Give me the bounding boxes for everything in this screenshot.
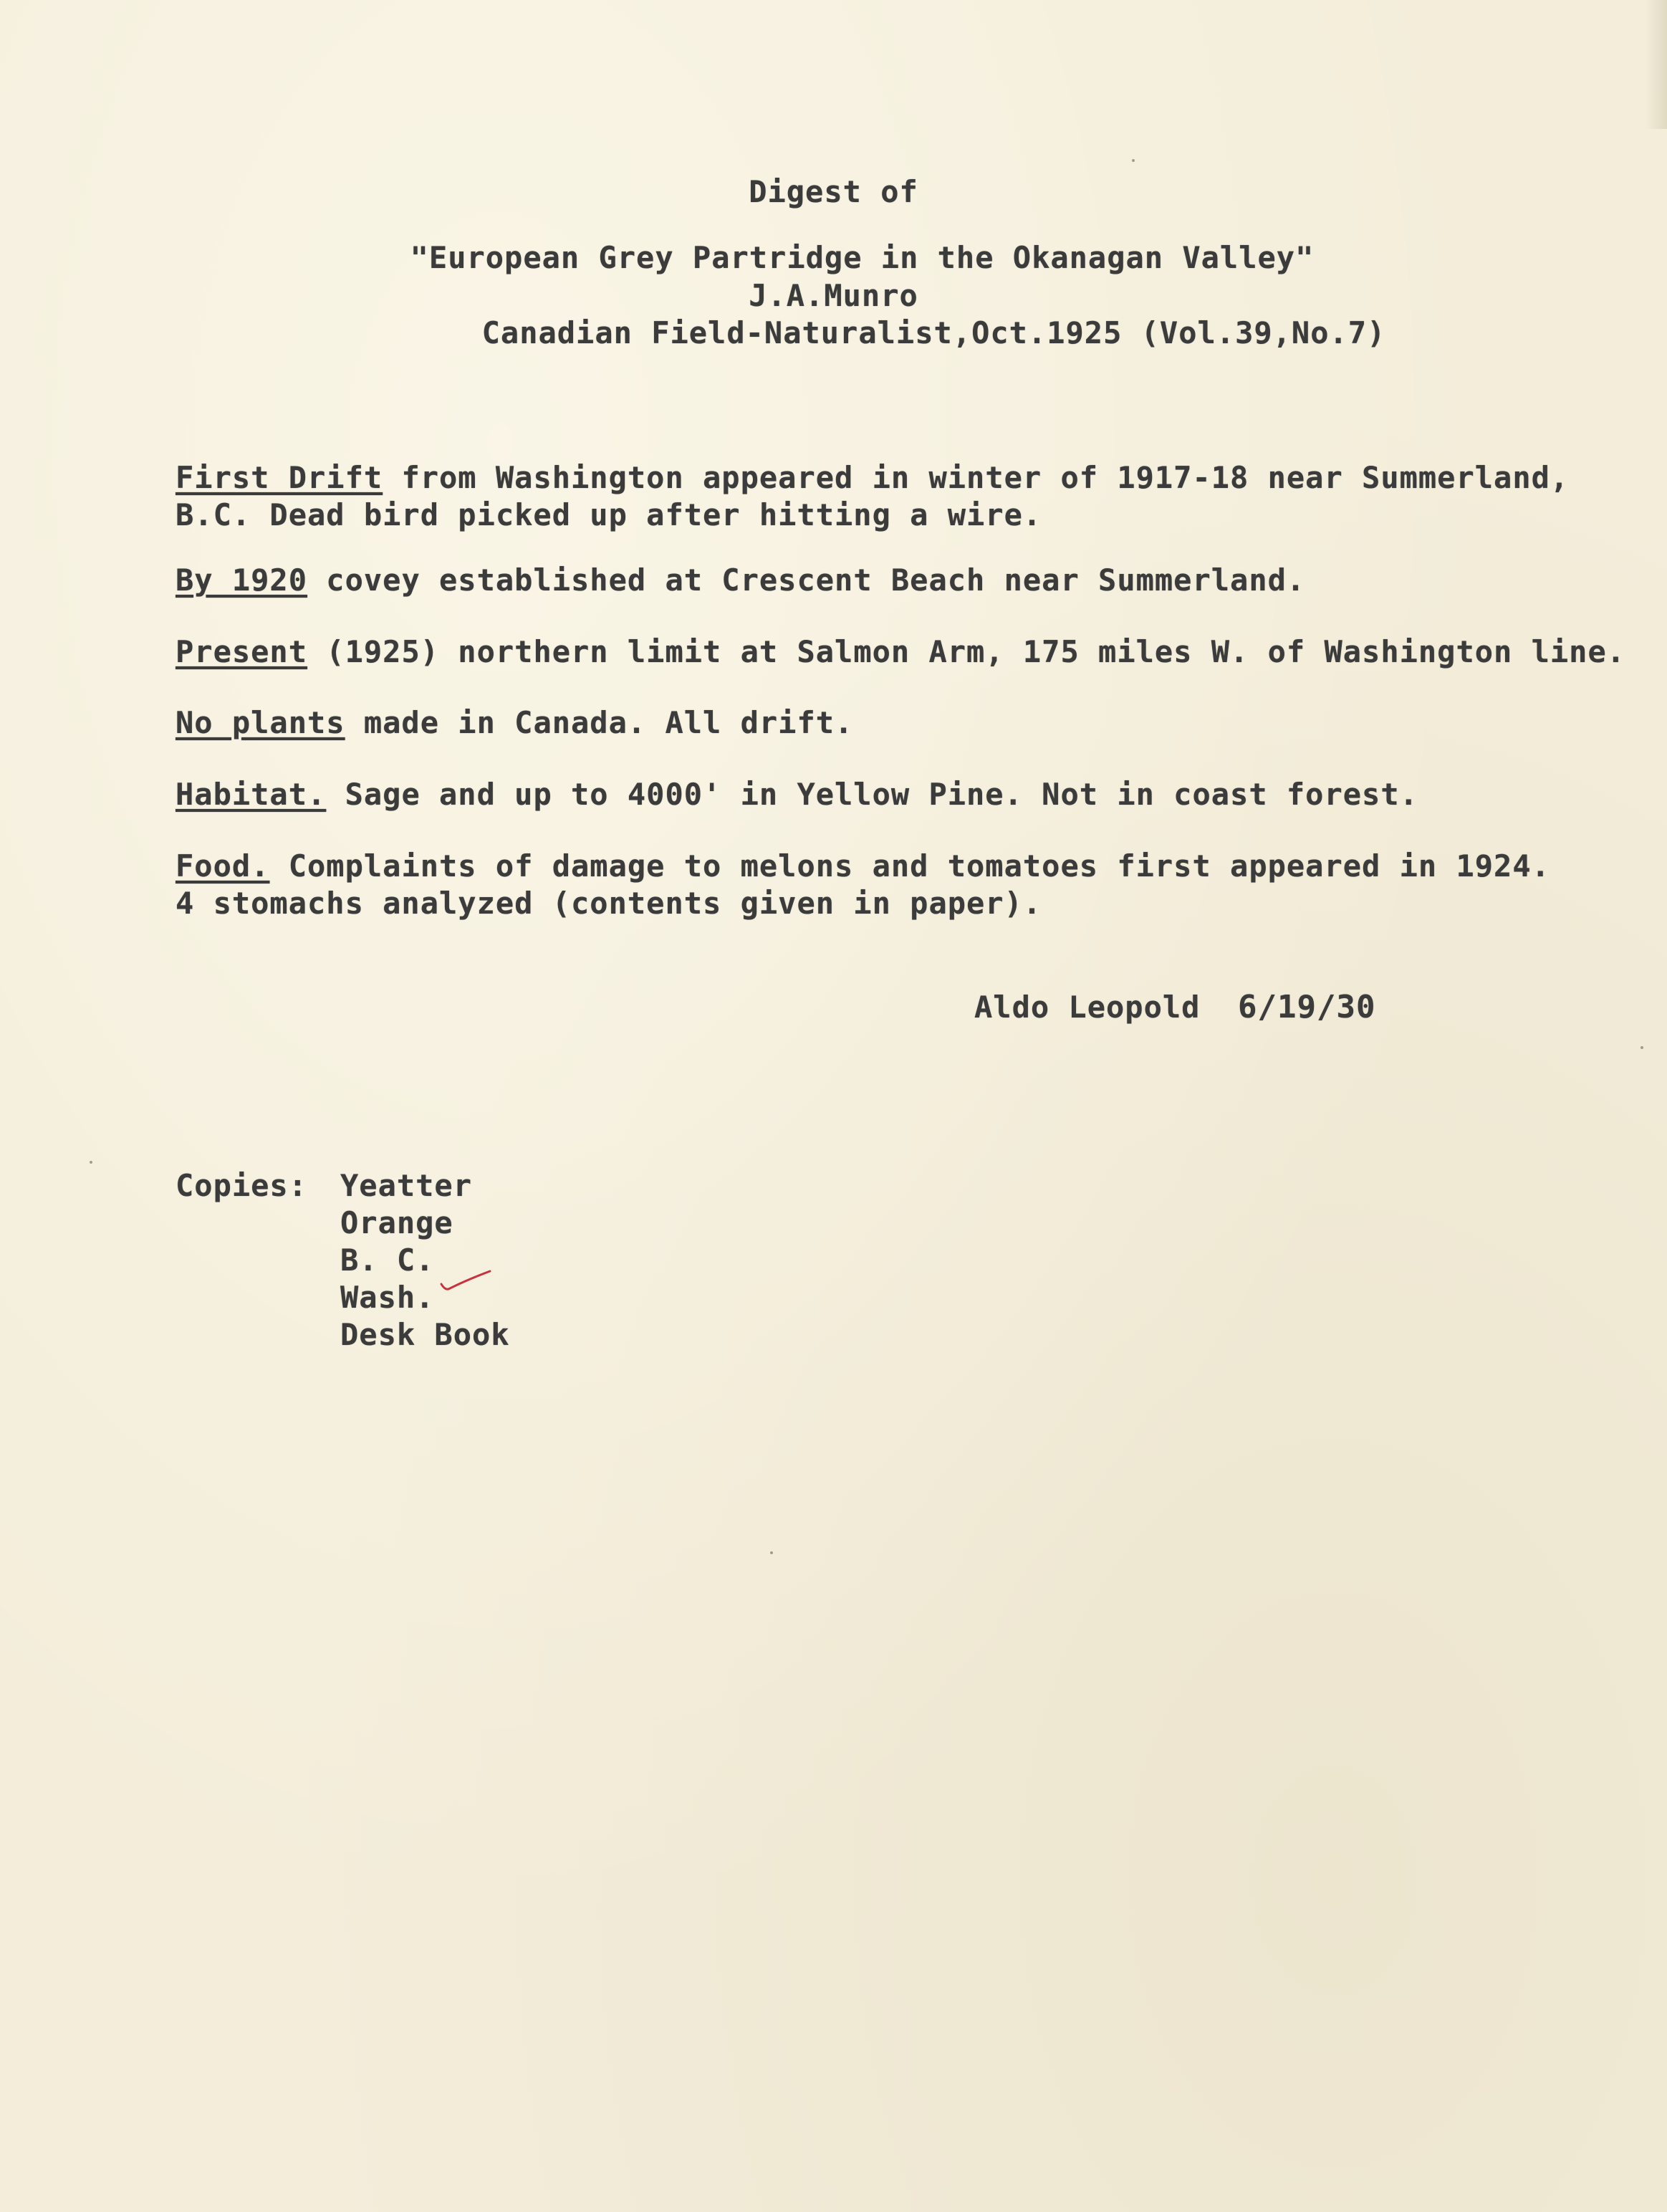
paragraph-lead: Food. [176,848,270,884]
paragraph-no-plants [176,705,1572,740]
red-check-mark-icon [438,1267,496,1296]
paper-speck [770,1551,773,1554]
copy-recipient: B. C. [340,1243,435,1278]
paragraph-food-continued: 4 stomachs analyzed (contents given in paper). [176,886,1042,921]
paper-edge-shadow [1646,0,1667,129]
paragraph-lead: Habitat. [176,777,327,812]
copy-recipient: Orange [340,1205,453,1240]
paragraph-text: covey established at Crescent Beach near Summerland. [307,562,1306,598]
digest-heading: Digest of [749,174,918,209]
paragraph-first-drift-continued: B.C. Dead bird picked up after hitting a wire. [176,497,1042,532]
paragraph-text: Sage and up to 4000' in Yellow Pine. Not in coast forest. [326,777,1418,812]
copies-label: Copies: [176,1168,308,1203]
paragraph-by-1920 [176,562,1572,598]
paragraph-lead: Present [176,634,308,669]
paper-speck [90,1161,92,1164]
paragraph-text: from Washington appeared in winter of 1917-18 near Summerland, [383,460,1570,495]
paragraph-lead: By 1920 [176,562,308,598]
paragraph-lead: No plants [176,705,345,740]
signature-name: Aldo Leopold [974,990,1201,1025]
paragraph-habitat [176,777,1572,812]
paragraph-food [176,848,1572,884]
article-author: J.A.Munro [749,278,918,313]
copy-recipient: Wash. [340,1280,435,1315]
paper-speck [1132,159,1135,162]
paper-speck [1640,1046,1643,1049]
paragraph-present [176,634,1626,669]
copy-recipient: Yeatter [340,1168,473,1203]
copy-recipient: Desk Book [340,1317,510,1352]
paragraph-text: made in Canada. All drift. [345,705,854,740]
paragraph-lead: First Drift [176,460,383,495]
journal-citation: Canadian Field-Naturalist,Oct.1925 (Vol.39,No.7) [481,315,1386,350]
paragraph-text: (1925) northern limit at Salmon Arm, 175 miles W. of Washington line. [307,634,1626,669]
signature-date: 6/19/30 [1238,989,1376,1025]
article-title: "European Grey Partridge in the Okanagan Valley" [410,240,1315,275]
paragraph-first-drift [176,460,1572,495]
signature-line [974,989,1375,1025]
paragraph-text: Complaints of damage to melons and tomatoes first appeared in 1924. [269,848,1550,884]
